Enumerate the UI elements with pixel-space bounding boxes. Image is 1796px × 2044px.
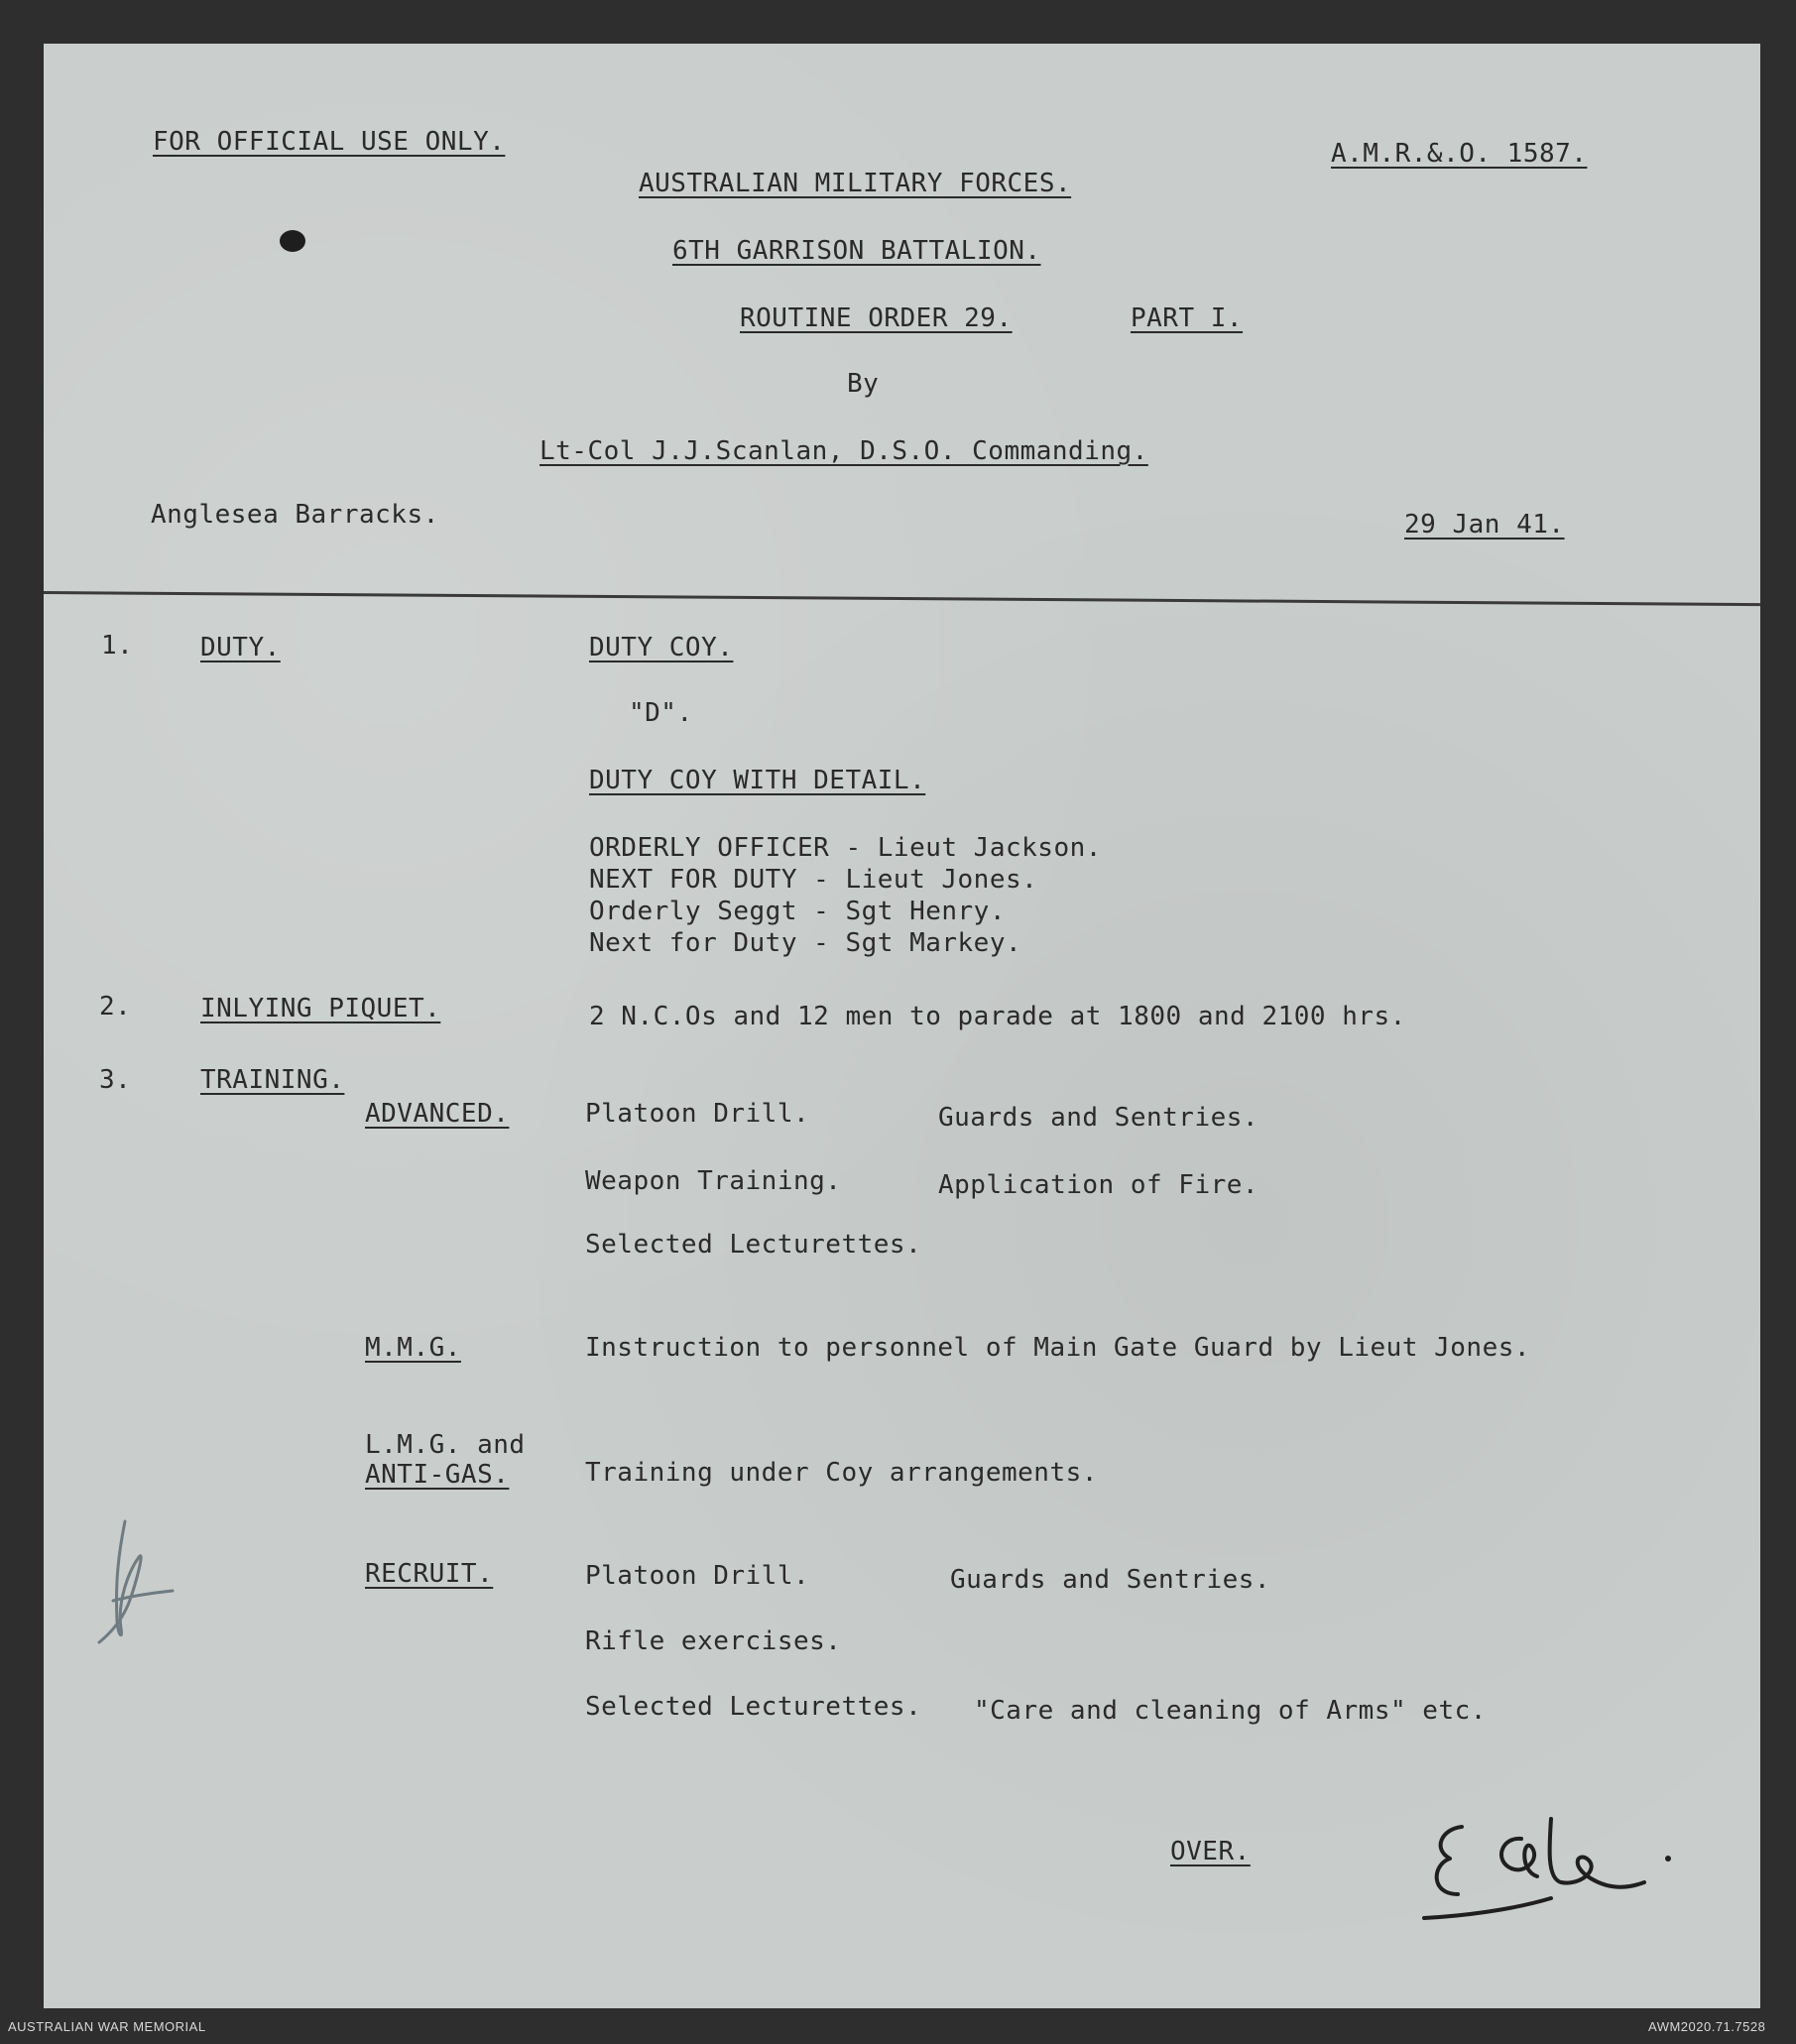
recruit-text: Rifle exercises.: [585, 1626, 842, 1656]
org-title: AUSTRALIAN MILITARY FORCES.: [639, 169, 1072, 198]
recruit-text: Platoon Drill.: [585, 1561, 810, 1591]
lmg-text: Training under Coy arrangements.: [585, 1458, 1098, 1488]
advanced-text: Platoon Drill.: [585, 1099, 810, 1129]
item-2-title: INLYING PIQUET.: [200, 994, 441, 1023]
item-1-title: DUTY.: [200, 633, 281, 662]
advanced-text: Application of Fire.: [938, 1170, 1259, 1200]
item-3-title: TRAINING.: [200, 1065, 345, 1095]
advanced-text: Guards and Sentries.: [938, 1103, 1259, 1133]
lmg-label: L.M.G. and: [365, 1430, 526, 1460]
by-line: By: [847, 369, 880, 399]
commander-line: Lt-Col J.J.Scanlan, D.S.O. Commanding.: [539, 436, 1148, 466]
over-label: OVER.: [1170, 1837, 1251, 1866]
detail-line: ORDERLY OFFICER - Lieut Jackson.: [589, 833, 1102, 863]
duty-coy-heading: DUTY COY.: [589, 633, 734, 662]
recruit-label: RECRUIT.: [365, 1559, 494, 1589]
punch-hole: [280, 230, 305, 252]
unit-title: 6TH GARRISON BATTALION.: [672, 236, 1041, 266]
footer-credit: AUSTRALIAN WAR MEMORIAL: [8, 2019, 206, 2034]
classification: FOR OFFICIAL USE ONLY.: [153, 127, 506, 157]
detail-line: NEXT FOR DUTY - Lieut Jones.: [589, 865, 1038, 895]
item-2-number: 2.: [99, 992, 132, 1022]
signature: [1402, 1799, 1680, 1938]
header-divider: [44, 591, 1760, 606]
footer-accession: AWM2020.71.7528: [1648, 2019, 1766, 2034]
item-1-number: 1.: [101, 631, 134, 661]
recruit-text: Selected Lecturettes.: [585, 1692, 922, 1722]
advanced-label: ADVANCED.: [365, 1099, 510, 1129]
recruit-text: Guards and Sentries.: [950, 1565, 1271, 1595]
order-title: ROUTINE ORDER 29.: [740, 303, 1013, 333]
order-part: PART I.: [1131, 303, 1244, 333]
reference-number: A.M.R.&.O. 1587.: [1331, 139, 1588, 169]
order-date: 29 Jan 41.: [1404, 510, 1565, 540]
recruit-text: "Care and cleaning of Arms" etc.: [974, 1696, 1487, 1726]
mmg-label: M.M.G.: [365, 1333, 461, 1363]
duty-coy-value: "D".: [629, 698, 693, 728]
document-sheet: [44, 44, 1760, 2008]
detail-line: Orderly Seggt - Sgt Henry.: [589, 897, 1006, 926]
location: Anglesea Barracks.: [151, 500, 439, 530]
item-2-text: 2 N.C.Os and 12 men to parade at 1800 and 2100 hrs.: [589, 1002, 1406, 1031]
lmg-label: ANTI-GAS.: [365, 1460, 510, 1490]
mmg-text: Instruction to personnel of Main Gate Guard by Lieut Jones.: [585, 1333, 1531, 1363]
advanced-text: Weapon Training.: [585, 1166, 842, 1196]
item-3-number: 3.: [99, 1065, 132, 1095]
advanced-text: Selected Lecturettes.: [585, 1230, 922, 1260]
pencil-mark: [73, 1511, 182, 1660]
detail-heading: DUTY COY WITH DETAIL.: [589, 766, 926, 795]
detail-line: Next for Duty - Sgt Markey.: [589, 928, 1022, 958]
